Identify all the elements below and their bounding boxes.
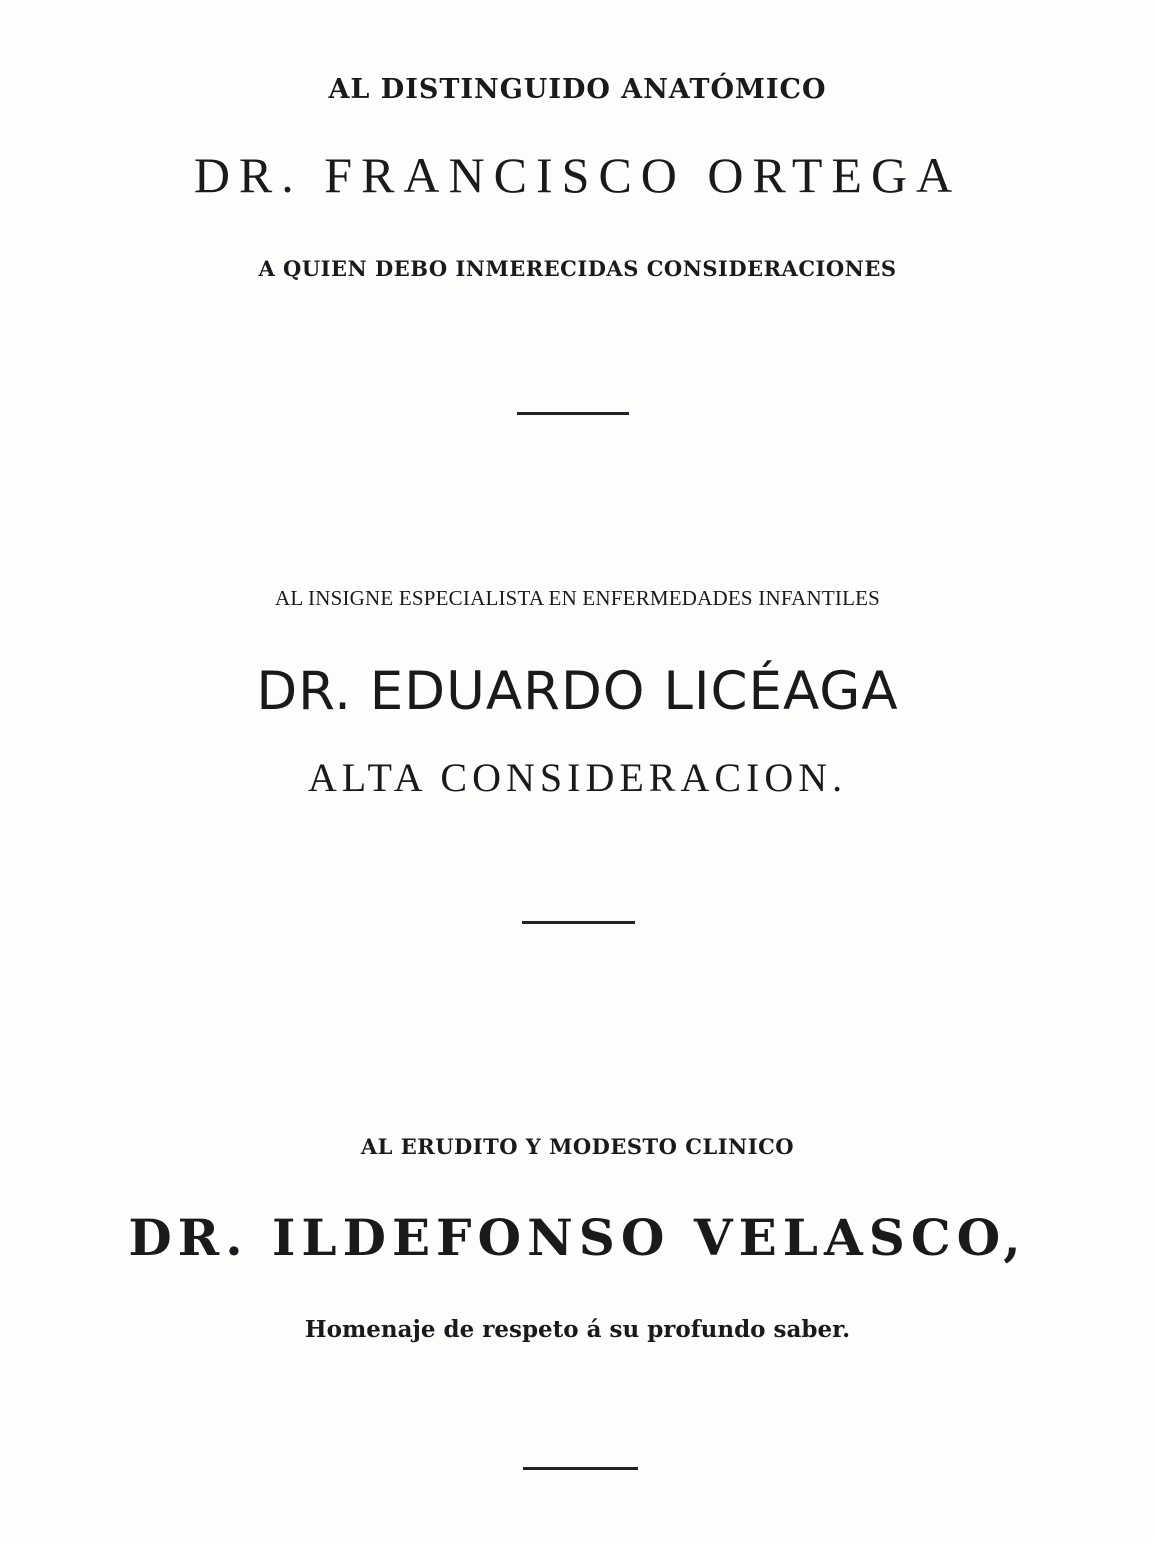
section-divider (522, 921, 635, 924)
section-divider (523, 1467, 638, 1470)
dedication-3-intro: AL ERUDITO Y MODESTO CLINICO (360, 1134, 795, 1159)
dedication-3-name: DR. ILDEFONSO VELASCO, (128, 1208, 1027, 1267)
dedication-2-closing: ALTA CONSIDERACION. (307, 755, 848, 800)
dedication-1-closing: A QUIEN DEBO INMERECIDAS CONSIDERACIONES (258, 256, 897, 281)
dedication-2-intro: AL INSIGNE ESPECIALISTA EN ENFERMEDADES INFANTILES (274, 586, 881, 610)
dedication-1-intro: AL DISTINGUIDO ANATÓMICO (328, 74, 827, 105)
dedication-3-closing: Homenaje de respeto á su profundo saber. (304, 1316, 851, 1343)
dedication-2-name: DR. EDUARDO LICÉAGA (256, 661, 899, 722)
dedication-1-name: DR. FRANCISCO ORTEGA (193, 147, 962, 203)
section-divider (517, 412, 629, 415)
